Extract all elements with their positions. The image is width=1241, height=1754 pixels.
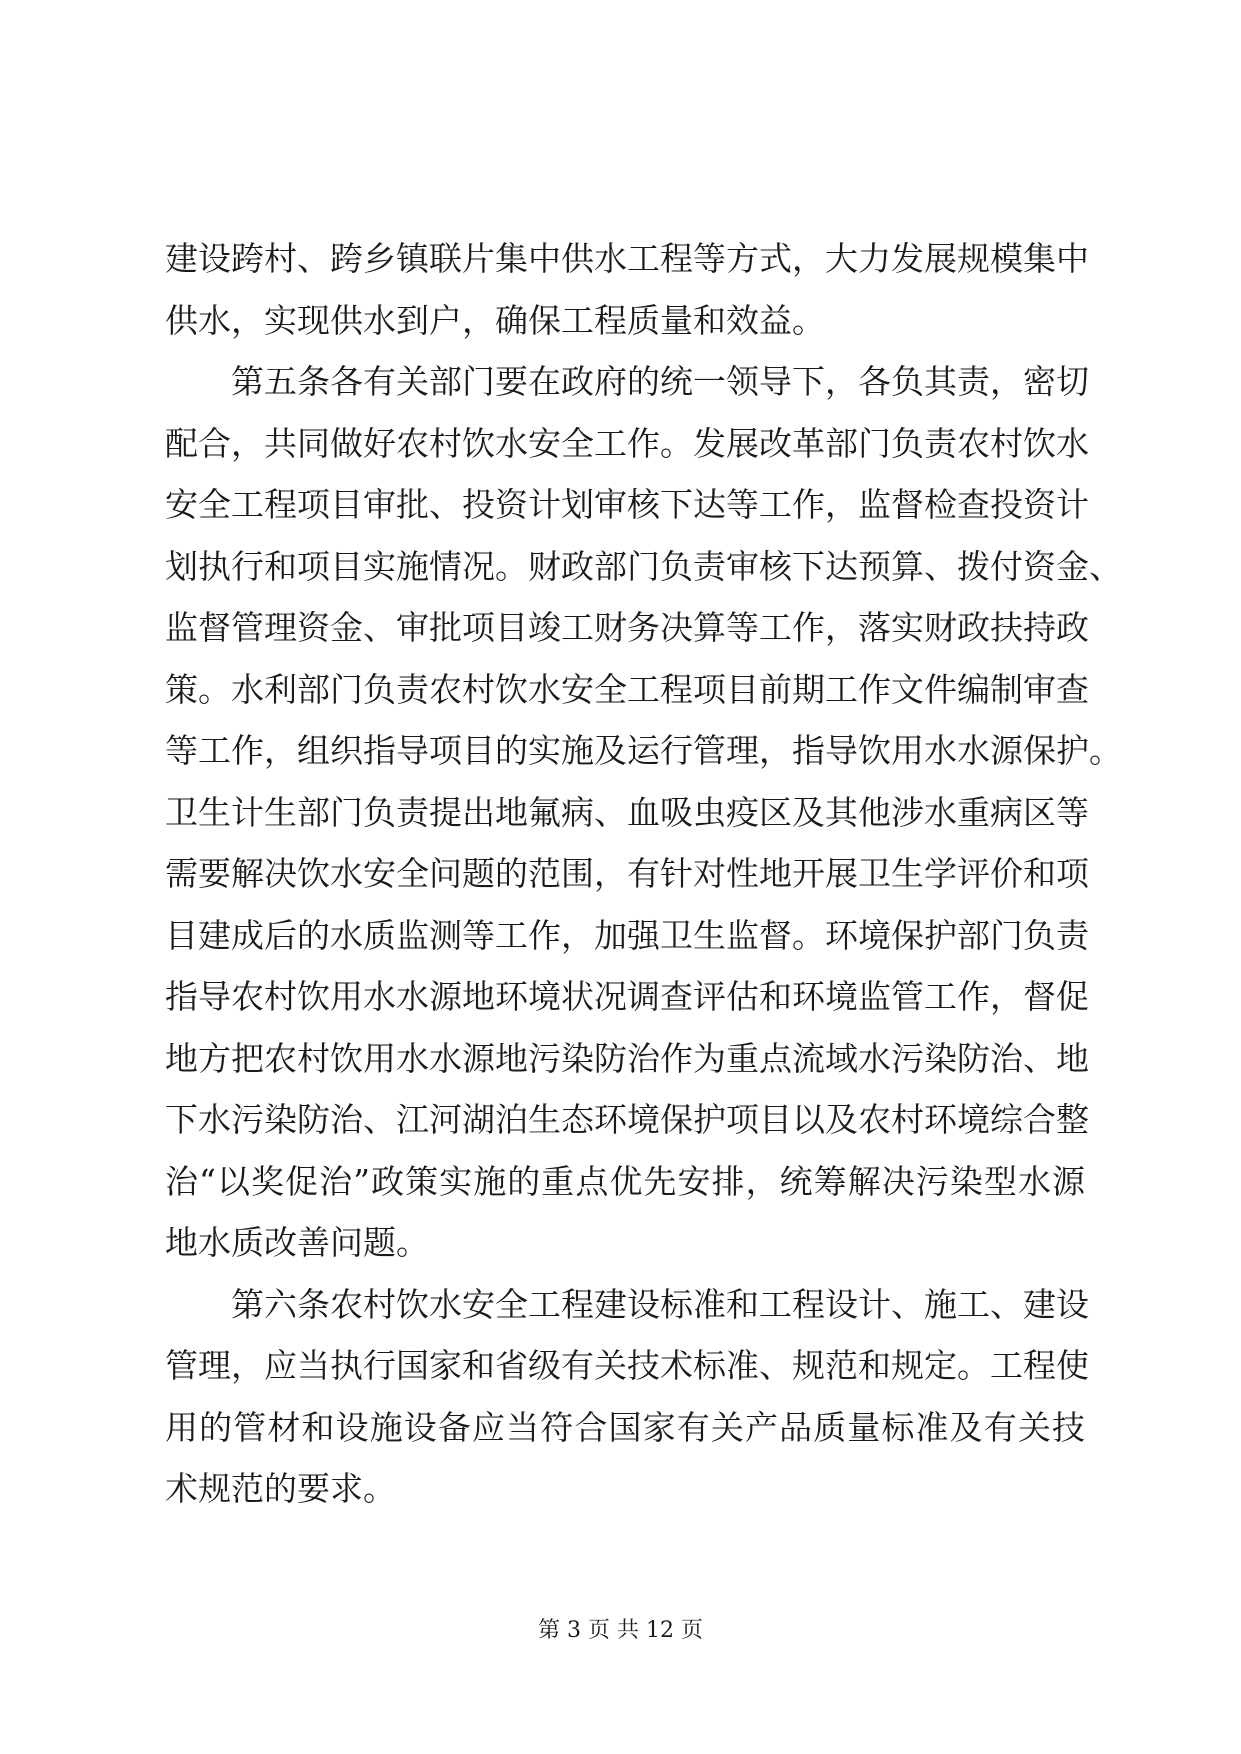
text-line: 管理，应当执行国家和省级有关技术标准、规范和规定。工程使 [165,1346,1089,1385]
text-line: 划执行和项目实施情况。财政部门负责审核下达预算、拨付资金、 [165,546,1122,586]
text-line: 配合，共同做好农村饮水安全工作。发展改革部门负责农村饮水 [165,423,1089,463]
paragraph-start-line: 第六条农村饮水安全工程建设标准和工程设计、施工、建设 [231,1284,1089,1324]
text-line: 地方把农村饮用水水源地污染防治作为重点流域水污染防治、地 [165,1038,1089,1078]
text-line: 安全工程项目审批、投资计划审核下达等工作，监督检查投资计 [165,485,1089,524]
paragraph-start-line: 第五条各有关部门要在政府的统一领导下，各负其责，密切 [231,362,1089,401]
text-line: 监督管理资金、审批项目竣工财务决算等工作，落实财政扶持政 [165,608,1089,647]
text-line: 指导农村饮用水水源地环境状况调查评估和环境监管工作，督促 [165,977,1089,1016]
text-line: 建设跨村、跨乡镇联片集中供水工程等方式，大力发展规模集中 [165,239,1089,278]
text-line: 供水，实现供水到户，确保工程质量和效益。 [165,300,825,340]
text-line: 术规范的要求。 [165,1469,396,1508]
body-text [165,228,1122,1520]
text-line: 下水污染防治、江河湖泊生态环境保护项目以及农村环境综合整 [165,1100,1089,1139]
text-line: 用的管材和设施设备应当符合国家有关产品质量标准及有关技 [165,1407,1085,1447]
text-line: 需要解决饮水安全问题的范围，有针对性地开展卫生学评价和项 [165,854,1089,893]
text-line: 目建成后的水质监测等工作，加强卫生监督。环境保护部门负责 [165,915,1089,955]
text-line: 策。水利部门负责农村饮水安全工程项目前期工作文件编制审查 [165,669,1089,709]
text-line: 治“以奖促治”政策实施的重点优先安排，统筹解决污染型水源 [165,1161,1085,1201]
text-line: 地水质改善问题。 [165,1223,429,1262]
page-footer: 第 3 页 共 12 页 [538,1618,703,1643]
text-line: 等工作，组织指导项目的实施及运行管理，指导饮用水水源保护。 [165,731,1122,770]
text-line: 卫生计生部门负责提出地氟病、血吸虫疫区及其他涉水重病区等 [165,792,1089,832]
